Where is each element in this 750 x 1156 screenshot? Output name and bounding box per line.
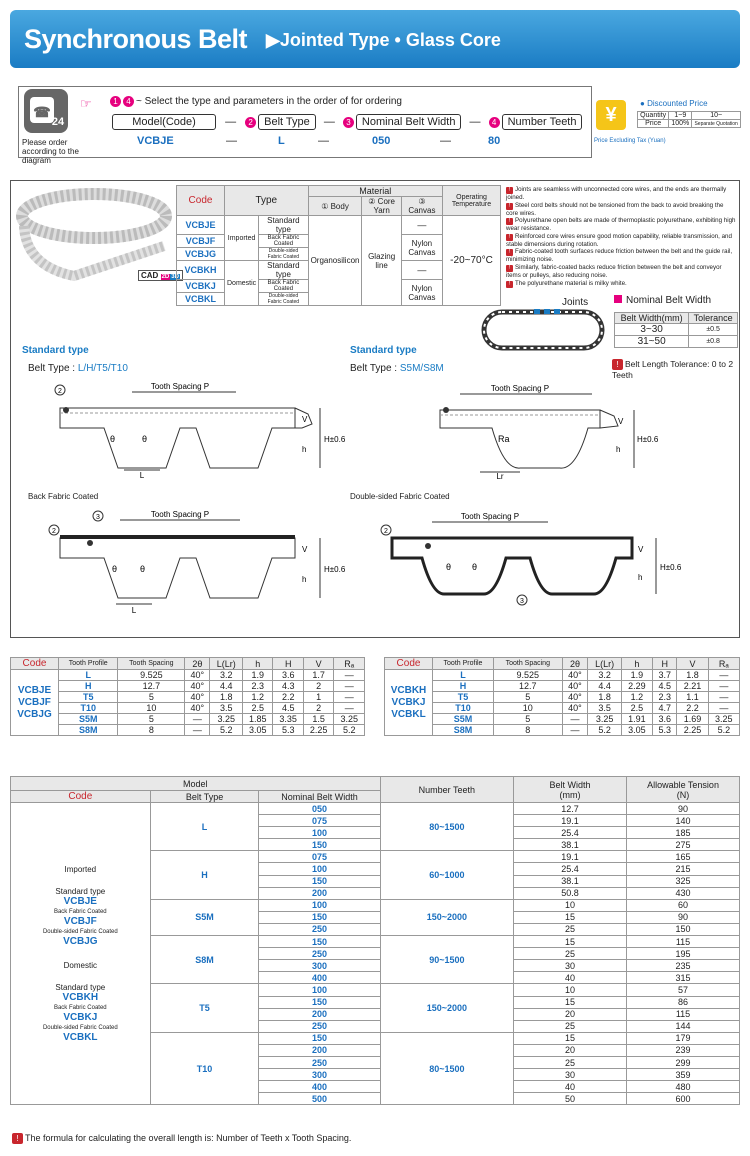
svg-text:Tooth Spacing P: Tooth Spacing P <box>490 384 550 393</box>
width-cell: 400 <box>259 1081 380 1093</box>
yen-icon: ¥ <box>596 100 626 130</box>
label-model-code: Model(Code) <box>112 114 216 130</box>
belt-width-cell: 38.1 <box>514 839 627 851</box>
svg-text:h: h <box>302 575 307 584</box>
joints-belt-diagram <box>480 306 606 356</box>
width-cell: 200 <box>259 1044 380 1056</box>
profile-diagram-trapezoid <box>40 380 346 482</box>
svg-text:☎: ☎ <box>33 104 51 120</box>
svg-text:3: 3 <box>520 598 524 605</box>
width-cell: 200 <box>259 887 380 899</box>
belt-width-cell: 25 <box>514 923 627 935</box>
phone-icon <box>24 89 68 133</box>
teeth-cell: 150~2000 <box>380 984 513 1032</box>
belt-width-cell: 25 <box>514 948 627 960</box>
teeth-cell: 150~2000 <box>380 899 513 935</box>
svg-text:θ: θ <box>472 562 478 572</box>
svg-text:2: 2 <box>52 528 56 535</box>
double-fabric-label: Double-sided Fabric Coated <box>350 492 450 501</box>
width-cell: 150 <box>259 911 380 923</box>
svg-text:θ: θ <box>140 564 146 574</box>
order-note: Please order according to the diagram <box>22 138 79 165</box>
teeth-cell: 80~1500 <box>380 803 513 851</box>
svg-text:2: 2 <box>58 388 62 395</box>
width-cell: 150 <box>259 996 380 1008</box>
width-cell: 300 <box>259 1069 380 1081</box>
svg-text:Tooth Spacing P: Tooth Spacing P <box>150 382 210 391</box>
tension-cell: 430 <box>627 887 740 899</box>
belt-width-cell: 20 <box>514 1044 627 1056</box>
width-cell: 400 <box>259 972 380 984</box>
svg-text:24: 24 <box>51 116 65 128</box>
svg-text:H±0.6: H±0.6 <box>637 435 659 444</box>
belt-width-cell: 30 <box>514 960 627 972</box>
width-tol-table: Belt Width(mm) Tolerance 3~30 ±0.5 31~50 ±0.8 <box>614 312 738 348</box>
svg-text:H±0.6: H±0.6 <box>324 565 346 574</box>
width-cell: 150 <box>259 1032 380 1044</box>
tension-cell: 195 <box>627 948 740 960</box>
tension-cell: 150 <box>627 923 740 935</box>
tension-cell: 215 <box>627 863 740 875</box>
belt-width-cell: 15 <box>514 996 627 1008</box>
tension-cell: 179 <box>627 1032 740 1044</box>
svg-text:3: 3 <box>96 514 100 521</box>
footnote: ! The formula for calculating the overall length is: Number of Teeth x Tooth Spacing. <box>12 1133 351 1144</box>
profile-diagram-double-fabric <box>372 508 682 620</box>
belt-width-cell: 12.7 <box>514 803 627 815</box>
belt-width-cell: 40 <box>514 972 627 984</box>
belt-type-cell: H <box>150 851 259 899</box>
label-nominal-width: Nominal Belt Width <box>356 114 462 130</box>
tension-cell: 185 <box>627 827 740 839</box>
tension-cell: 144 <box>627 1020 740 1032</box>
tension-cell: 600 <box>627 1093 740 1105</box>
tension-cell: 140 <box>627 815 740 827</box>
tension-cell: 165 <box>627 851 740 863</box>
price-table: Quantity 1~9 10~ Price 100% Separate Quotation <box>637 111 741 128</box>
notes-list: ! Joints are seamless with unconnected core wires, and the ends are thermally joined. ! Steel cord belts should not be tensioned from the back to avoid breaking the core wires. ! Polyurethane open belts are made of thermoplastic polyurethane, exhibiting high wear resistance. ! Reinforced core wires ensure good motion capability, reliable transmission, and stable dimensions during rotation. ! Fabric-coated tooth surfaces reduce friction between the belt and the guide rail, minimizing noise. ! Similarly, fabric-coated backs reduce friction between the belt and conveyor items or pulleys, also reducing noise. ! The polyurethane material is milky white. <box>506 186 736 287</box>
teeth-cell: 90~1500 <box>380 936 513 984</box>
width-cell: 050 <box>259 803 380 815</box>
width-cell: 200 <box>259 1008 380 1020</box>
width-cell: 150 <box>259 875 380 887</box>
svg-text:θ: θ <box>446 562 452 572</box>
tension-cell: 235 <box>627 960 740 972</box>
belt-width-cell: 40 <box>514 1081 627 1093</box>
tension-cell: 90 <box>627 911 740 923</box>
belt-width-cell: 10 <box>514 899 627 911</box>
hand-pointer-icon: ☞ <box>80 96 92 111</box>
width-cell: 250 <box>259 1020 380 1032</box>
price-note: Price Excluding Tax (Yuan) <box>594 138 666 144</box>
order-labels: Model(Code) — 2 Belt Type — 3 Nominal Belt Width — 4 Number Teeth <box>112 114 582 130</box>
tension-cell: 315 <box>627 972 740 984</box>
tension-cell: 239 <box>627 1044 740 1056</box>
belt-width-cell: 20 <box>514 1008 627 1020</box>
back-fabric-label: Back Fabric Coated <box>28 492 99 501</box>
svg-text:V: V <box>638 545 644 554</box>
width-cell: 250 <box>259 923 380 935</box>
tension-cell: 57 <box>627 984 740 996</box>
svg-text:H±0.6: H±0.6 <box>660 563 682 572</box>
width-cell: 100 <box>259 827 380 839</box>
table-row <box>11 803 740 815</box>
svg-text:Ra: Ra <box>498 434 510 444</box>
belt-type-label-2: Belt Type : S5M/S8M <box>350 363 444 374</box>
order-value-model: VCBJE <box>137 135 174 147</box>
width-cell: 100 <box>259 899 380 911</box>
width-cell: 100 <box>259 984 380 996</box>
belt-width-cell: 25.4 <box>514 863 627 875</box>
belt-width-cell: 19.1 <box>514 851 627 863</box>
width-cell: 250 <box>259 948 380 960</box>
width-tol-title: Nominal Belt Width <box>614 295 711 306</box>
belt-type-label-1: Belt Type : L/H/T5/T10 <box>28 363 128 374</box>
page-subtitle: ▶Jointed Type • Glass Core <box>266 30 501 50</box>
model-selection-table: Model Number Teeth Belt Width (mm) Allowable Tension (N) Code Belt Type Nominal Belt Width Imported Standard type VCBJE Back Fabric Coated VCBJF Double-sided Fabric Coated VCBJG Domestic Standard type VCBKH Back Fabric Coated VCBKJ Double-sided Fabric Coated VCBKL L 050 80~1500 12.7 90 075 19.1 140 100 25.4 185 150 38.1 275 H 075 60~1000 19.1 165 100 25.4 215 150 38.1 325 200 50.8 430 S5M 100 150~2000 10 60 150 15 90 250 25 150 S8M 150 90~1500 15 115 250 25 195 300 30 235 400 40 315 T5 100 150~2000 10 57 150 15 86 200 20 115 250 25 144 T10 150 80~1500 15 179 200 20 239 250 25 299 300 30 359 400 40 480 500 50 600 <box>10 776 740 1105</box>
belt-width-cell: 15 <box>514 936 627 948</box>
tension-cell: 275 <box>627 839 740 851</box>
order-value-teeth: 80 <box>488 135 501 147</box>
width-cell: 100 <box>259 863 380 875</box>
belt-type-cell: S8M <box>150 936 259 984</box>
tension-cell: 115 <box>627 936 740 948</box>
belt-width-cell: 25 <box>514 1020 627 1032</box>
tension-cell: 299 <box>627 1056 740 1068</box>
width-cell: 150 <box>259 936 380 948</box>
order-value-width: 050 <box>372 135 391 147</box>
price-title: ● Discounted Price <box>640 99 708 108</box>
profile-table-left: Code Tooth Profile Tooth Spacing 2θ L(Lr) h H V Rₐ VCBJE VCBJF VCBJG L 9.525 40° 3.2 1.9 3.6 1.7 — H 12.7 40° 4.4 2.3 4.3 2 — T5 5 40° 1.8 1.2 2.2 1 — T10 10 40° 3.5 2.5 4.5 2 — S5M 5 — 3.25 1.85 3.35 1.5 3.25 S8M 8 — 5.2 3.05 5.3 2.25 5.2 <box>10 657 365 736</box>
svg-text:2: 2 <box>384 528 388 535</box>
width-cell: 300 <box>259 960 380 972</box>
width-cell: 500 <box>259 1093 380 1105</box>
width-cell: 150 <box>259 839 380 851</box>
svg-text:h: h <box>616 445 621 454</box>
belt-width-cell: 25.4 <box>514 827 627 839</box>
svg-text:h: h <box>638 573 643 582</box>
svg-text:h: h <box>302 445 307 454</box>
belt-width-cell: 25 <box>514 1056 627 1068</box>
svg-text:V: V <box>302 545 308 554</box>
profile-diagram-back-fabric <box>40 508 346 620</box>
label-number-teeth: Number Teeth <box>502 114 583 130</box>
belt-width-cell: 10 <box>514 984 627 996</box>
width-cell: 075 <box>259 815 380 827</box>
belt-width-cell: 50.8 <box>514 887 627 899</box>
profile-diagram-curved <box>420 380 660 482</box>
width-cell: 075 <box>259 851 380 863</box>
tension-cell: 359 <box>627 1069 740 1081</box>
teeth-cell: 60~1000 <box>380 851 513 899</box>
std-type-label-1: Standard type <box>22 345 89 356</box>
spec-table: Code Type Material Operating Temperature ① Body ② Core Yarn ③ Canvas VCBJE Imported Standard type Organosilicon Glazing line — -20~70°C VCBJF Back Fabric Coated Nylon Canvas VCBJG Double-sided Fabric Coated VCBKH Domestic Standard type — VCBKJ Back Fabric Coated Nylon Canvas VCBKL Double-sided Fabric Coated <box>176 185 501 306</box>
belt-type-cell: T5 <box>150 984 259 1032</box>
belt-width-cell: 38.1 <box>514 875 627 887</box>
tension-cell: 325 <box>627 875 740 887</box>
order-value-type: L <box>278 135 285 147</box>
tension-cell: 86 <box>627 996 740 1008</box>
code-cell: Imported Standard type VCBJE Back Fabric Coated VCBJF Double-sided Fabric Coated VCBJG Domestic Standard type VCBKH Back Fabric Coated VCBKJ Double-sided Fabric Coated VCBKL <box>11 803 151 1105</box>
tension-cell: 480 <box>627 1081 740 1093</box>
title-banner <box>10 10 740 68</box>
svg-text:V: V <box>618 417 624 426</box>
page-title: Synchronous Belt <box>24 24 248 54</box>
order-instruction: 1 4 ~ Select the type and parameters in the order of for ordering <box>110 96 402 107</box>
svg-text:θ: θ <box>142 434 148 444</box>
svg-text:H±0.6: H±0.6 <box>324 435 346 444</box>
belt-type-cell: S5M <box>150 899 259 935</box>
tension-cell: 90 <box>627 803 740 815</box>
belt-width-cell: 15 <box>514 911 627 923</box>
length-tol-note: ! Belt Length Tolerance: 0 to 2 Teeth <box>612 359 734 380</box>
std-type-label-2: Standard type <box>350 345 417 356</box>
svg-text:Tooth Spacing P: Tooth Spacing P <box>150 510 210 519</box>
svg-text:V: V <box>302 415 308 424</box>
svg-text:Lr: Lr <box>496 472 504 481</box>
cad-badge[interactable]: CAD 2D 3D <box>138 270 183 281</box>
label-belt-type: Belt Type <box>258 114 316 130</box>
joints-label: Joints <box>562 297 589 308</box>
profile-table-right: Code Tooth Profile Tooth Spacing 2θ L(Lr) h H V Rₐ VCBKH VCBKJ VCBKL L 9.525 40° 3.2 1.9 3.7 1.8 — H 12.7 40° 4.4 2.29 4.5 2.21 — T5 5 40° 1.8 1.2 2.3 1.1 — T10 10 40° 3.5 2.5 4.7 2.2 — S5M 5 — 3.25 1.91 3.6 1.69 3.25 S8M 8 — 5.2 3.05 5.3 2.25 5.2 <box>384 657 740 736</box>
belt-width-cell: 50 <box>514 1093 627 1105</box>
belt-width-cell: 15 <box>514 1032 627 1044</box>
svg-text:L: L <box>139 471 145 480</box>
belt-width-cell: 30 <box>514 1069 627 1081</box>
svg-text:L: L <box>131 606 137 615</box>
svg-text:Tooth Spacing P: Tooth Spacing P <box>460 512 520 521</box>
svg-text:θ: θ <box>112 564 118 574</box>
svg-text:θ: θ <box>110 434 116 444</box>
tension-cell: 115 <box>627 1008 740 1020</box>
belt-width-cell: 19.1 <box>514 815 627 827</box>
tension-cell: 60 <box>627 899 740 911</box>
belt-type-cell: T10 <box>150 1032 259 1105</box>
teeth-cell: 80~1500 <box>380 1032 513 1105</box>
width-cell: 250 <box>259 1056 380 1068</box>
belt-type-cell: L <box>150 803 259 851</box>
